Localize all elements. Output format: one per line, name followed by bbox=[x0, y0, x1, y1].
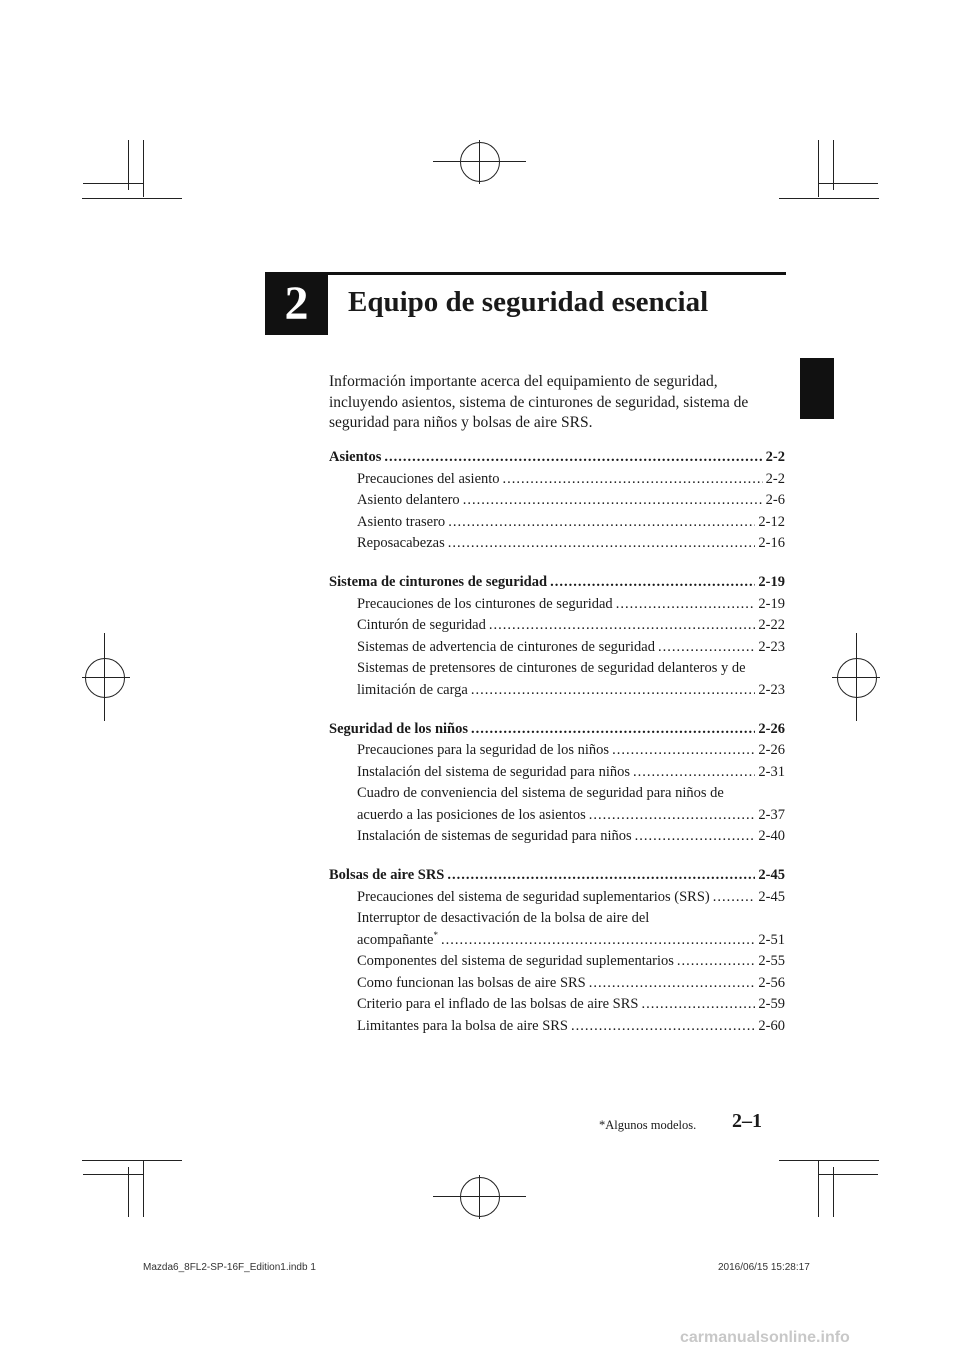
toc-entry[interactable]: Como funcionan las bolsas de aire SRS ..... 2-56 bbox=[329, 973, 785, 995]
chapter-intro: Información importante acerca del equipamiento de seguridad, incluyendo asientos, sistema de cinturones de seguridad, sistema de seguridad para niños y bolsas de aire SRS. bbox=[329, 373, 749, 431]
toc-heading[interactable]: Sistema de cinturones de seguridad ..... 2-19 bbox=[329, 572, 785, 594]
chapter-title: Equipo de seguridad esencial bbox=[348, 286, 709, 318]
toc-entry[interactable]: Criterio para el inflado de las bolsas de aire SRS ..... 2-59 bbox=[329, 994, 785, 1016]
registration-mark-bottom bbox=[460, 1177, 500, 1217]
toc-entry[interactable]: Componentes del sistema de seguridad suplementarios ..... 2-55 bbox=[329, 951, 785, 973]
toc-entry[interactable]: Asiento delantero ..... 2-6 bbox=[329, 490, 785, 512]
chapter-number: 2 bbox=[265, 272, 328, 335]
toc-entry[interactable]: Reposacabezas ..... 2-16 bbox=[329, 533, 785, 555]
registration-mark-left bbox=[85, 658, 125, 698]
toc-entry[interactable]: Cinturón de seguridad ..... 2-22 bbox=[329, 615, 785, 637]
registration-mark-right bbox=[837, 658, 877, 698]
toc-section-bolsas bbox=[329, 865, 785, 1037]
toc-entry-multiline[interactable]: Sistemas de pretensores de cinturones de seguridad delanteros y de limitación de carga ..... 2-23 bbox=[329, 658, 785, 701]
footnote: *Algunos modelos. bbox=[599, 1118, 697, 1132]
print-slug-file: Mazda6_8FL2-SP-16F_Edition1.indb 1 bbox=[143, 1262, 316, 1273]
toc-entry[interactable]: Precauciones para la seguridad de los niños ..... 2-26 bbox=[329, 740, 785, 762]
toc-entry[interactable]: Precauciones del asiento ..... 2-2 bbox=[329, 469, 785, 491]
toc-entry[interactable]: Instalación del sistema de seguridad para niños ..... 2-31 bbox=[329, 762, 785, 784]
toc-section-cinturones bbox=[329, 572, 785, 701]
toc-heading[interactable]: Seguridad de los niños ..... 2-26 bbox=[329, 719, 785, 741]
page-number: 2–1 bbox=[732, 1110, 762, 1132]
table-of-contents bbox=[329, 447, 785, 1055]
registration-mark-top bbox=[460, 142, 500, 182]
toc-entry[interactable]: Instalación de sistemas de seguridad para niños ..... 2-40 bbox=[329, 826, 785, 848]
toc-heading[interactable]: Asientos ..... 2-2 bbox=[329, 447, 785, 469]
footnote-marker: * bbox=[433, 929, 438, 940]
toc-entry[interactable]: Precauciones de los cinturones de seguridad ..... 2-19 bbox=[329, 594, 785, 616]
toc-entry-multiline[interactable]: Cuadro de conveniencia del sistema de seguridad para niños de acuerdo a las posiciones de los asientos ..... 2-37 bbox=[329, 783, 785, 826]
toc-entry[interactable]: Limitantes para la bolsa de aire SRS ..... 2-60 bbox=[329, 1016, 785, 1038]
print-slug-timestamp: 2016/06/15 15:28:17 bbox=[718, 1262, 810, 1273]
watermark: carmanualsonline.info bbox=[680, 1329, 850, 1346]
toc-entry[interactable]: Sistemas de advertencia de cinturones de seguridad ..... 2-23 bbox=[329, 637, 785, 659]
chapter-title-rule bbox=[328, 272, 786, 275]
toc-heading[interactable]: Bolsas de aire SRS ..... 2-45 bbox=[329, 865, 785, 887]
toc-section-ninos bbox=[329, 719, 785, 848]
chapter-thumb-tab bbox=[800, 358, 834, 419]
toc-entry[interactable]: Precauciones del sistema de seguridad suplementarios (SRS) ..... 2-45 bbox=[329, 887, 785, 909]
toc-entry-multiline[interactable]: Interruptor de desactivación de la bolsa de aire del acompañante* ..... 2-51 bbox=[329, 908, 785, 951]
toc-entry[interactable]: Asiento trasero ..... 2-12 bbox=[329, 512, 785, 534]
toc-section-asientos bbox=[329, 447, 785, 555]
